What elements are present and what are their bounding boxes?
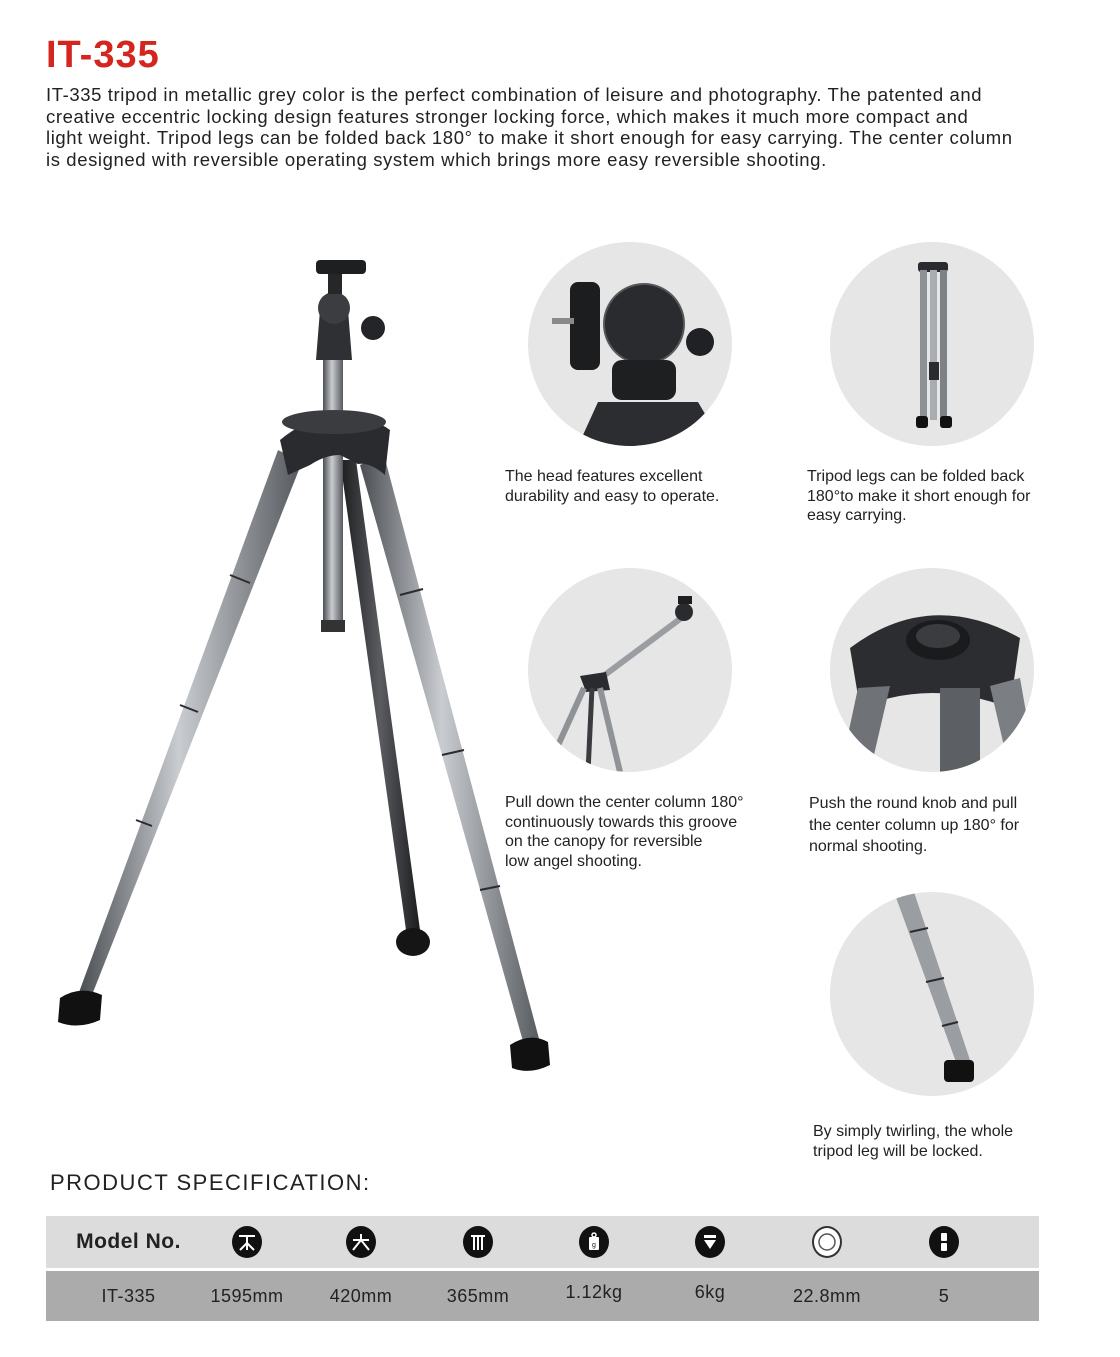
min-height-icon [346, 1226, 376, 1258]
leg-sections-value: 5 [938, 1285, 950, 1306]
weight-icon [579, 1226, 609, 1258]
model-number: IT-335 [101, 1285, 156, 1306]
max-load-icon [695, 1226, 725, 1258]
description-line: light weight. Tripod legs can be folded back 180° to make it short enough for easy carrying. The center column [46, 127, 1013, 148]
twist-lock-leg-photo [830, 892, 1034, 1096]
reversed-column-photo [528, 568, 732, 772]
max-height-value: 1595mm [210, 1285, 284, 1306]
description-line: creative eccentric locking design features stronger locking force, which makes it much more compact and [46, 105, 969, 127]
leg-sections-icon [929, 1226, 959, 1258]
feature-caption: Pull down the center column 180° continuously towards this groove on the canopy for reversible low angel shooting. [505, 794, 744, 870]
product-title: IT-335 [46, 34, 160, 76]
feature-caption: The head features excellent durability and easy to operate. [505, 468, 720, 505]
svg-text:g: g [592, 1242, 596, 1249]
max-load-value: 6kg [694, 1281, 726, 1302]
feature-caption: By simply twirling, the whole tripod leg will be locked. [813, 1123, 1014, 1160]
feature-caption: Push the round knob and pull the center column up 180° for normal shooting. [809, 795, 1020, 855]
folded-length-icon [463, 1226, 493, 1258]
weight-value: 1.12kg [565, 1281, 623, 1302]
spec-header-row [46, 1216, 1039, 1268]
spec-values-row [46, 1271, 1039, 1321]
spec-heading: PRODUCT SPECIFICATION: [50, 1170, 371, 1195]
tube-diameter-value: 22.8mm [792, 1285, 862, 1306]
folded-length-value: 365mm [446, 1285, 510, 1306]
ball-head-photo [528, 242, 732, 446]
canopy-knob-photo [830, 568, 1034, 772]
tube-diameter-icon [812, 1226, 842, 1258]
product-description [46, 84, 1066, 170]
model-label: Model No. [76, 1230, 181, 1253]
max-height-icon [232, 1226, 262, 1258]
description-line: is designed with reversible operating system which brings more easy reversible shooting. [46, 148, 827, 170]
description-line: IT-335 tripod in metallic grey color is the perfect combination of leisure and photography. The patented and [46, 84, 983, 105]
feature-caption: Tripod legs can be folded back 180°to make it short enough for easy carrying. [807, 468, 1031, 524]
spec-table [46, 1216, 1039, 1321]
tripod-product-image [40, 250, 580, 1090]
folded-legs-photo [830, 242, 1034, 446]
min-height-value: 420mm [329, 1285, 393, 1306]
